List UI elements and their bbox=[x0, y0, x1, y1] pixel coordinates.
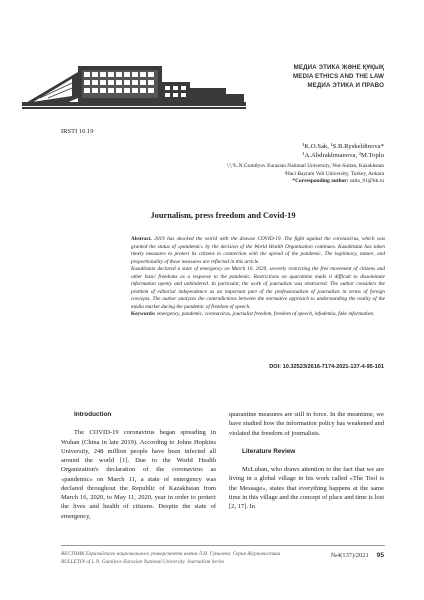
affiliation-line-2: ²Haci Bayram Veli University, Turkey, Ankara bbox=[284, 170, 384, 177]
footer-line-english: BULLETIN of L.N. Gumilyov Eurasian National University. Journalism Series bbox=[61, 559, 225, 565]
abstract bbox=[131, 236, 385, 319]
footer-line-russian: ВЕСТНИК Евразийского национального университета имени Л.Н. Гумилева. Серия Журналистика bbox=[61, 551, 281, 557]
abstract-label: Abstract. bbox=[131, 236, 152, 242]
article-title: Journalism, press freedom and Covid-19 bbox=[150, 211, 296, 220]
left-column bbox=[61, 410, 216, 521]
abstract-paragraph-2: Kazakhstan declared a state of emergency on March 16, 2020, severely restricting the free movement of citizens and other basic freedoms as a response to the pandemic. Restrictions on quarantine made it difficult to disseminate information openly and unhindered. In particular, the work of journalists was obstructed. The author considers the problem of editorial independence as an important part of the professionalism of journalists in terms of foreign concepts. The author analyzes the contradictions between the normative approach to understanding the reality of the media market during the pandemic of freedom of speech. bbox=[131, 266, 385, 310]
page-number: 95 bbox=[376, 552, 384, 559]
affiliation-line-1: ¹,²,³L.N.Gumilyov Eurasian National University, Nur-Sultan, Kazakhstan bbox=[226, 163, 384, 169]
authors-line-2: ¹A.Abdrakhmanova, ²M.Toplu bbox=[302, 151, 384, 159]
literature-review-heading: Literature Review bbox=[242, 447, 296, 455]
issue-number: №4(137)/2021 bbox=[330, 552, 369, 559]
journal-footer bbox=[61, 550, 280, 566]
journal-section-title bbox=[293, 63, 384, 90]
right-column-paragraph-1: quarantine measures are still in force. In the meantime, we have studied how the information policy has weakened and violated the freedom of journalists. bbox=[229, 411, 384, 437]
section-title-russian: МЕДИА ЭТИКА И ПРАВО bbox=[307, 82, 384, 89]
introduction-paragraph: The COVID-19 coronavirus began spreading in Wuhan (China in late 2019). According to Johns Hopkins University, 248 million people have been infected all around the world [1]. Due to the World Health Organization's declaration of the coronavirus as «pandemic» on March 11, a state of emergency was declared throughout the Republic of Kazakhstan from March 16, 2020, to May 11, 2020, year in order to protect the lives and health of citizens. Despite the state of emergency, bbox=[61, 429, 216, 520]
doi[interactable]: DOI: 10.32523/2616-7174-2021-137-4-95-101 bbox=[269, 364, 384, 370]
corresponding-label: *Corresponding author: bbox=[292, 178, 349, 184]
literature-review-paragraph: McLuhan, who draws attention to the fact that we are living in a global village in his work called «The Tool is the Message», states that everything happens at the same time in this village and the concept of place and time is lost [2, 17]. In bbox=[229, 466, 384, 510]
abstract-paragraph-1 bbox=[131, 236, 385, 266]
corresponding-email[interactable]: salta_91@bk.ru bbox=[349, 178, 384, 184]
keywords bbox=[131, 311, 385, 319]
section-title-kazakh: МЕДИА ЭТИКА ЖӘНЕ ҚҰҚЫҚ bbox=[293, 64, 384, 71]
issue-and-page bbox=[331, 552, 384, 559]
keywords-text: emergency, pandemic, coronavirus, journalist freedom, freedom of speech, infodemia, fake information. bbox=[156, 311, 375, 318]
authors bbox=[302, 143, 384, 160]
footer-divider bbox=[61, 545, 385, 546]
section-title-english: MEDIA ETHICS AND THE LAW bbox=[293, 73, 384, 80]
irsti-code: IRSTI 10.19 bbox=[61, 128, 94, 135]
abstract-text-1: 2019 has shocked the world with the disease COVID-19. The fight against the coronavirus, which was granted the status of «pandemic» by the decision of the World Health Organization continues. Kazakhstan has taken timely measures to protect its citizens in connection with the spread of the pandemic. The legitimacy, nature, and proportionality of these measures are reflected in this article. bbox=[131, 236, 385, 265]
affiliations bbox=[226, 163, 384, 186]
introduction-heading: Introduction bbox=[74, 411, 112, 418]
university-building-logo bbox=[22, 58, 247, 110]
keywords-label: Keywords: bbox=[131, 311, 156, 318]
corresponding-author bbox=[226, 178, 384, 186]
right-column bbox=[229, 410, 384, 511]
authors-line-1: ¹K.O.Sak, ¹S.B.Ryskeldinova* bbox=[302, 143, 384, 150]
